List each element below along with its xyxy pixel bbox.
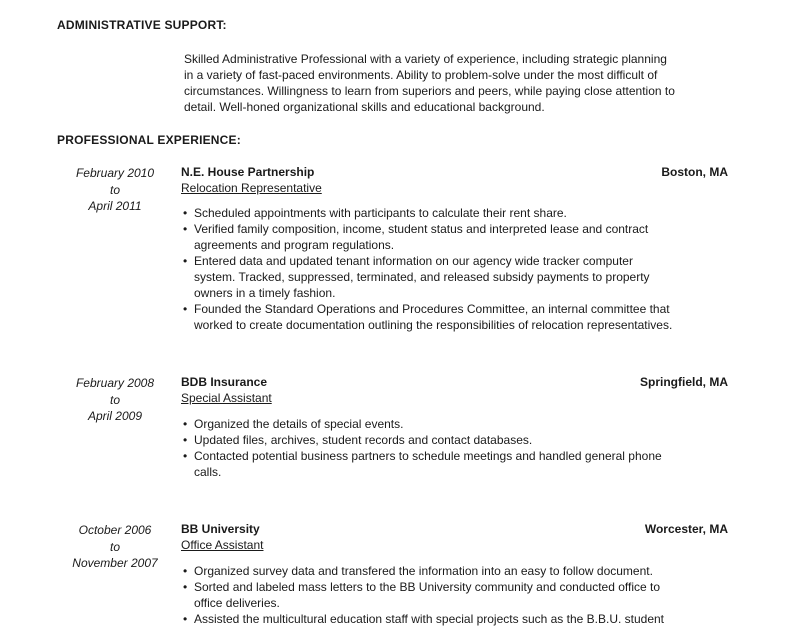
company-name: N.E. House Partnership [181, 165, 315, 179]
duty-line: owners in a timely fashion. [194, 286, 336, 300]
date-to: to [109, 182, 120, 197]
duty-item [181, 205, 741, 221]
job-title: Office Assistant [181, 538, 264, 552]
company-location: Worcester, MA [644, 522, 728, 536]
summary-line: detail. Well-honed organizational skills and educational background. [184, 100, 545, 114]
job-title: Relocation Representative [181, 181, 322, 195]
admin-support-heading: ADMINISTRATIVE SUPPORT: [57, 18, 227, 32]
duty-item [181, 579, 741, 611]
summary-line: circumstances. Willingness to learn from superiors and peers, while paying close attention to [184, 84, 675, 98]
company-name: BDB Insurance [181, 375, 268, 389]
professional-experience-heading: PROFESSIONAL EXPERIENCE: [57, 133, 241, 147]
job-dates [60, 165, 170, 215]
summary-line: in a variety of fast-paced environments. Ability to problem-solve under the most difficult of [184, 68, 658, 82]
summary-line: Skilled Administrative Professional with a variety of experience, including strategic planning [184, 52, 667, 66]
duty-item [181, 611, 741, 627]
duties-list [181, 416, 741, 480]
duty-line: • Organized survey data and transfered the information into an easy to follow document. [194, 564, 653, 578]
duty-line: system. Tracked, suppressed, terminated, and released subsidy payments to property [194, 270, 650, 284]
company-location: Springfield, MA [640, 375, 728, 389]
admin-support-summary [184, 51, 744, 115]
duty-line: • Organized the details of special events. [194, 417, 404, 431]
date-to: to [109, 539, 120, 554]
duties-list [181, 563, 741, 627]
duty-line: • Entered data and updated tenant information on our agency wide tracker computer [194, 254, 633, 268]
duty-line: calls. [194, 465, 222, 479]
duties-list [181, 205, 741, 333]
duty-line: • Verified family composition, income, student status and interpreted lease and contract [194, 222, 649, 236]
duty-line: • Sorted and labeled mass letters to the BB University community and conducted office to [194, 580, 661, 594]
date-start: February 2010 [75, 166, 155, 180]
date-start: February 2008 [75, 376, 155, 390]
duty-item [181, 253, 741, 301]
date-start: October 2006 [78, 523, 152, 537]
duty-item [181, 448, 741, 480]
duty-line: agreements and program regulations. [194, 238, 395, 252]
job-title: Special Assistant [181, 391, 272, 405]
date-end: November 2007 [72, 556, 158, 570]
duty-item [181, 301, 741, 333]
duty-line: office deliveries. [194, 596, 280, 610]
duty-item [181, 416, 741, 432]
duty-item [181, 221, 741, 253]
duty-line: • Founded the Standard Operations and Procedures Committee, an internal committee that [194, 302, 670, 316]
duty-line: worked to create documentation outlining the responsibilities of relocation representatives. [194, 318, 673, 332]
date-end: April 2011 [88, 199, 142, 213]
date-end: April 2009 [87, 409, 143, 423]
date-to: to [109, 392, 120, 407]
company-name: BB University [181, 522, 260, 536]
duty-item [181, 432, 741, 448]
job-dates [60, 375, 170, 425]
duty-line: • Updated files, archives, student records and contact databases. [194, 433, 533, 447]
company-location: Boston, MA [661, 165, 728, 179]
job-dates [60, 522, 170, 572]
duty-line: • Assisted the multicultural education staff with special projects such as the B.B.U. student [194, 612, 665, 626]
duty-item [181, 563, 741, 579]
duty-line: • Scheduled appointments with participants to calculate their rent share. [194, 206, 567, 220]
duty-line: • Contacted potential business partners to schedule meetings and handled general phone [194, 449, 662, 463]
